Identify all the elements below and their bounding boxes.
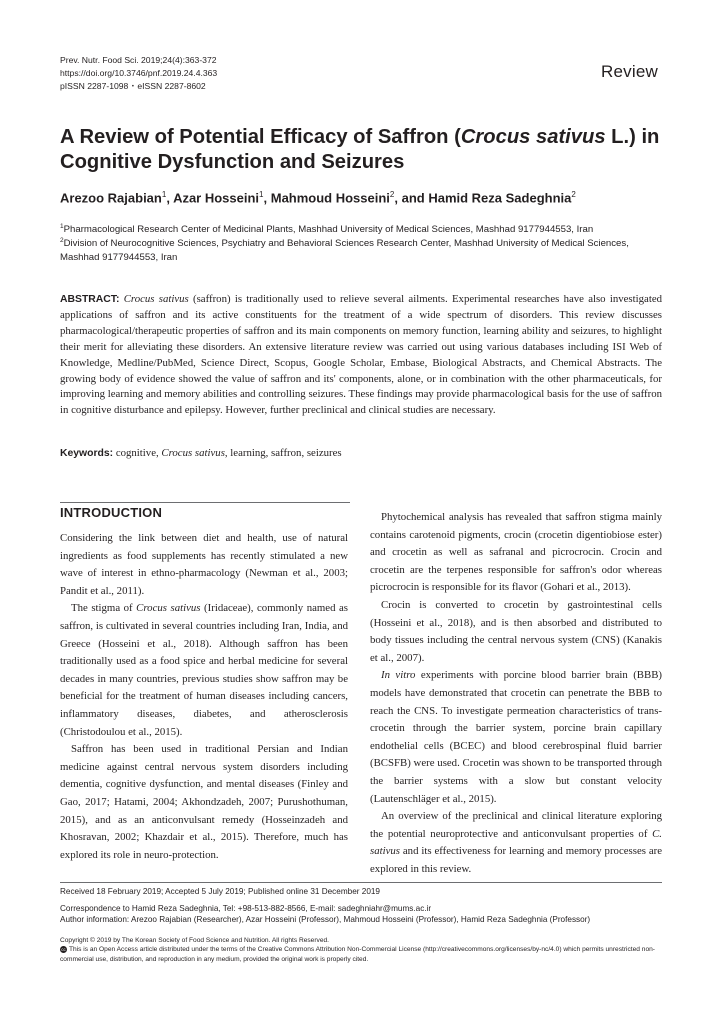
paragraph	[60, 600, 348, 741]
license-body: This is an Open Access article distributed under the terms of the Creative Commons Attribution Non-Commercial License (http://creativecommons.org/licenses/by-nc/4.0) which permits unrestricted non-commercial use, distribution, and reproduction in any medium, provided the original work is properly cited.	[60, 946, 655, 963]
author-information: Author information: Arezoo Rajabian (Researcher), Azar Hosseini (Professor), Mahmoud Hosseini (Professor), Hamid Reza Sadeghnia (Professor)	[60, 915, 591, 924]
abstract-species: Crocus sativus	[123, 293, 189, 305]
paragraph-species: C. sativus	[370, 827, 662, 858]
body-column-right	[370, 509, 662, 878]
author-affiliation-mark: 1	[161, 190, 167, 199]
affiliation-text: Division of Neurocognitive Sciences, Psychiatry and Behavioral Sciences Research Center, Mashhad University of Medical Sciences, Mashhad 9177944553, Iran	[60, 238, 629, 264]
author-list	[60, 190, 576, 205]
keywords	[60, 446, 660, 461]
journal-issn: pISSN 2287-1098 ･ eISSN 2287-8602	[60, 80, 206, 91]
correspondence: Correspondence to Hamid Reza Sadeghnia, Tel: +98-513-882-8566, E-mail: sadeghniahr@mums.ac.ir	[60, 904, 432, 913]
author-affiliation-mark: 2	[389, 190, 395, 199]
abstract	[60, 292, 662, 419]
paragraph-text: An overview of the preclinical and clinical literature exploring the potential neuroprotective and anticonvulsant properties of	[370, 810, 662, 840]
paragraph-text: experiments with porcine blood barrier brain (BBB) models have demonstrated that crocetin can penetrate the BBB to reach the CNS. To investigate permeation characteristics of trans-crocetin through the barrier system, porcine brain capillary endothelial cells (BCEC) and blood cerebrospinal fluid barrier (BCSFB) were used. Crocetin was shown to be transported through the barrier systems with a slow but constant velocity (Lautenschläger et al., 2015).	[370, 669, 662, 805]
paragraph-text: and its effectiveness for learning and memory processes are explored in this review.	[370, 845, 662, 875]
journal-citation: Prev. Nutr. Food Sci. 2019;24(4):363-372	[60, 55, 217, 65]
paragraph: Saffron has been used in traditional Persian and Indian medicine against central nervous system disorders including dementia, cognitive dysfunction, and mental diseases (Finley and Gao, 2017; Hatami, 2004; Akhondzadeh, 2007; Purushothuman, 2015), and as an anticonvulsant remedy (Hosseinzadeh and Khosravan, 2002; Khazdair et al., 2015). Therefore, much has explored its role in neuro-protection.	[60, 743, 348, 861]
author-name: Hamid Reza Sadeghnia	[428, 190, 572, 206]
article-type-label: Review	[601, 62, 658, 81]
author-name: Azar Hosseini	[173, 190, 260, 206]
author-affiliation-mark: 2	[571, 190, 576, 199]
paragraph-text: The stigma of	[71, 602, 137, 615]
paragraph	[370, 667, 662, 808]
body-column-left	[60, 530, 348, 864]
author-name: Mahmoud Hosseini	[270, 190, 390, 206]
section-heading-introduction: INTRODUCTION	[60, 505, 163, 520]
keywords-label: Keywords:	[60, 448, 114, 459]
copyright-block	[60, 936, 662, 964]
footer-divider	[60, 882, 662, 883]
keywords-text: cognitive,	[113, 447, 162, 459]
article-title	[60, 125, 660, 175]
received-dates: Received 18 February 2019; Accepted 5 July 2019; Published online 31 December 2019	[60, 887, 380, 896]
affiliation-number: 1	[60, 223, 64, 230]
creative-commons-icon: cc	[61, 947, 66, 953]
section-divider	[60, 502, 350, 503]
keywords-species: Crocus sativus	[161, 447, 225, 459]
paragraph: Phytochemical analysis has revealed that saffron stigma mainly contains carotenoid pigments, crocin (crocetin digentiobiose ester) and crocetin as well as safranal and picrocrocin. Crocin and crocetin are the terpenes responsible for saffron's odor whereas picrocrocin is responsible for its flavor (Gohari et al., 2013).	[370, 511, 662, 594]
journal-info	[60, 54, 217, 92]
journal-doi[interactable]: https://doi.org/10.3746/pnf.2019.24.4.363	[60, 67, 218, 78]
paragraph: Crocin is converted to crocetin by gastrointestinal cells (Hosseini et al., 2018), and is then absorbed and distributed to body tissues including the central nervous system (CNS) (Kanakis et al., 2007).	[370, 598, 662, 664]
affiliation-2	[60, 234, 660, 265]
title-italic-species: Crocus sativus	[460, 126, 606, 148]
affiliation-number: 2	[60, 237, 64, 244]
abstract-label: ABSTRACT:	[60, 294, 120, 305]
author-separator: , and	[394, 190, 429, 206]
keywords-text: , learning, saffron, seizures	[224, 447, 342, 459]
paragraph-text: (Iridaceae), commonly named as saffron, is cultivated in several countries including Iran, India, and Greece (Hosseini et al., 2018). Although saffron has been traditionally used as a food spice and herbal medicine for several decades in many countries, previous studies show saffron may be beneficial for the treatment of human diseases including cancers, inflammatory diseases, diabetes, and atherosclerosis (Christodoulou et al., 2015).	[60, 602, 349, 738]
author-separator: ,	[263, 190, 271, 206]
copyright-line: Copyright © 2019 by The Korean Society of Food Science and Nutrition. All rights Reserved.	[60, 937, 329, 944]
author-separator: ,	[166, 190, 174, 206]
title-text-1: A Review of Potential Efficacy of Saffron (	[60, 126, 461, 148]
paragraph	[370, 808, 662, 878]
paragraph: Considering the link between diet and health, use of natural ingredients as food supplements has recently stimulated a new wave of interest in ethno-pharmacology (Newman et al., 2003; Pandit et al., 2011).	[60, 532, 348, 597]
abstract-text: (saffron) is traditionally used to relieve several ailments. Experimental researches have also investigated applications of saffron and its active constituents for the treatment of a wide spectrum of disorders. This review discusses pharmacological/therapeutic properties of saffron and its main components on memory function, learning ability and seizures, to highlight their merit for alleviating these disorders. An extensive literature review was carried out using various databases including ISI Web of Knowledge, Medline/PubMed, Science Direct, Scopus, Google Scholar, Embase, Biological Abstracts, and Chemical Abstracts. The growing body of evidence showed the value of saffron and its' components, alone, or in combination with the other pharmaceuticals, for improving learning and memory abilities and controlling seizures. These findings may provide pharmacological basis for the use of saffron in cognitive disturbance and epilepsy. However, further preclinical and clinical studies are necessary.	[60, 293, 663, 417]
author-affiliation-mark: 1	[259, 190, 264, 199]
affiliation-text: Pharmacological Research Center of Medicinal Plants, Mashhad University of Medical Sciences, Mashhad 9177944553, Iran	[63, 224, 594, 236]
paragraph-species: Crocus sativus	[136, 602, 201, 615]
paragraph-italic: In vitro	[381, 669, 416, 682]
title-text-2: L.) in Cognitive Dysfunction and Seizures	[60, 126, 660, 173]
author-name: Arezoo Rajabian	[60, 190, 162, 206]
license-text	[60, 945, 662, 964]
